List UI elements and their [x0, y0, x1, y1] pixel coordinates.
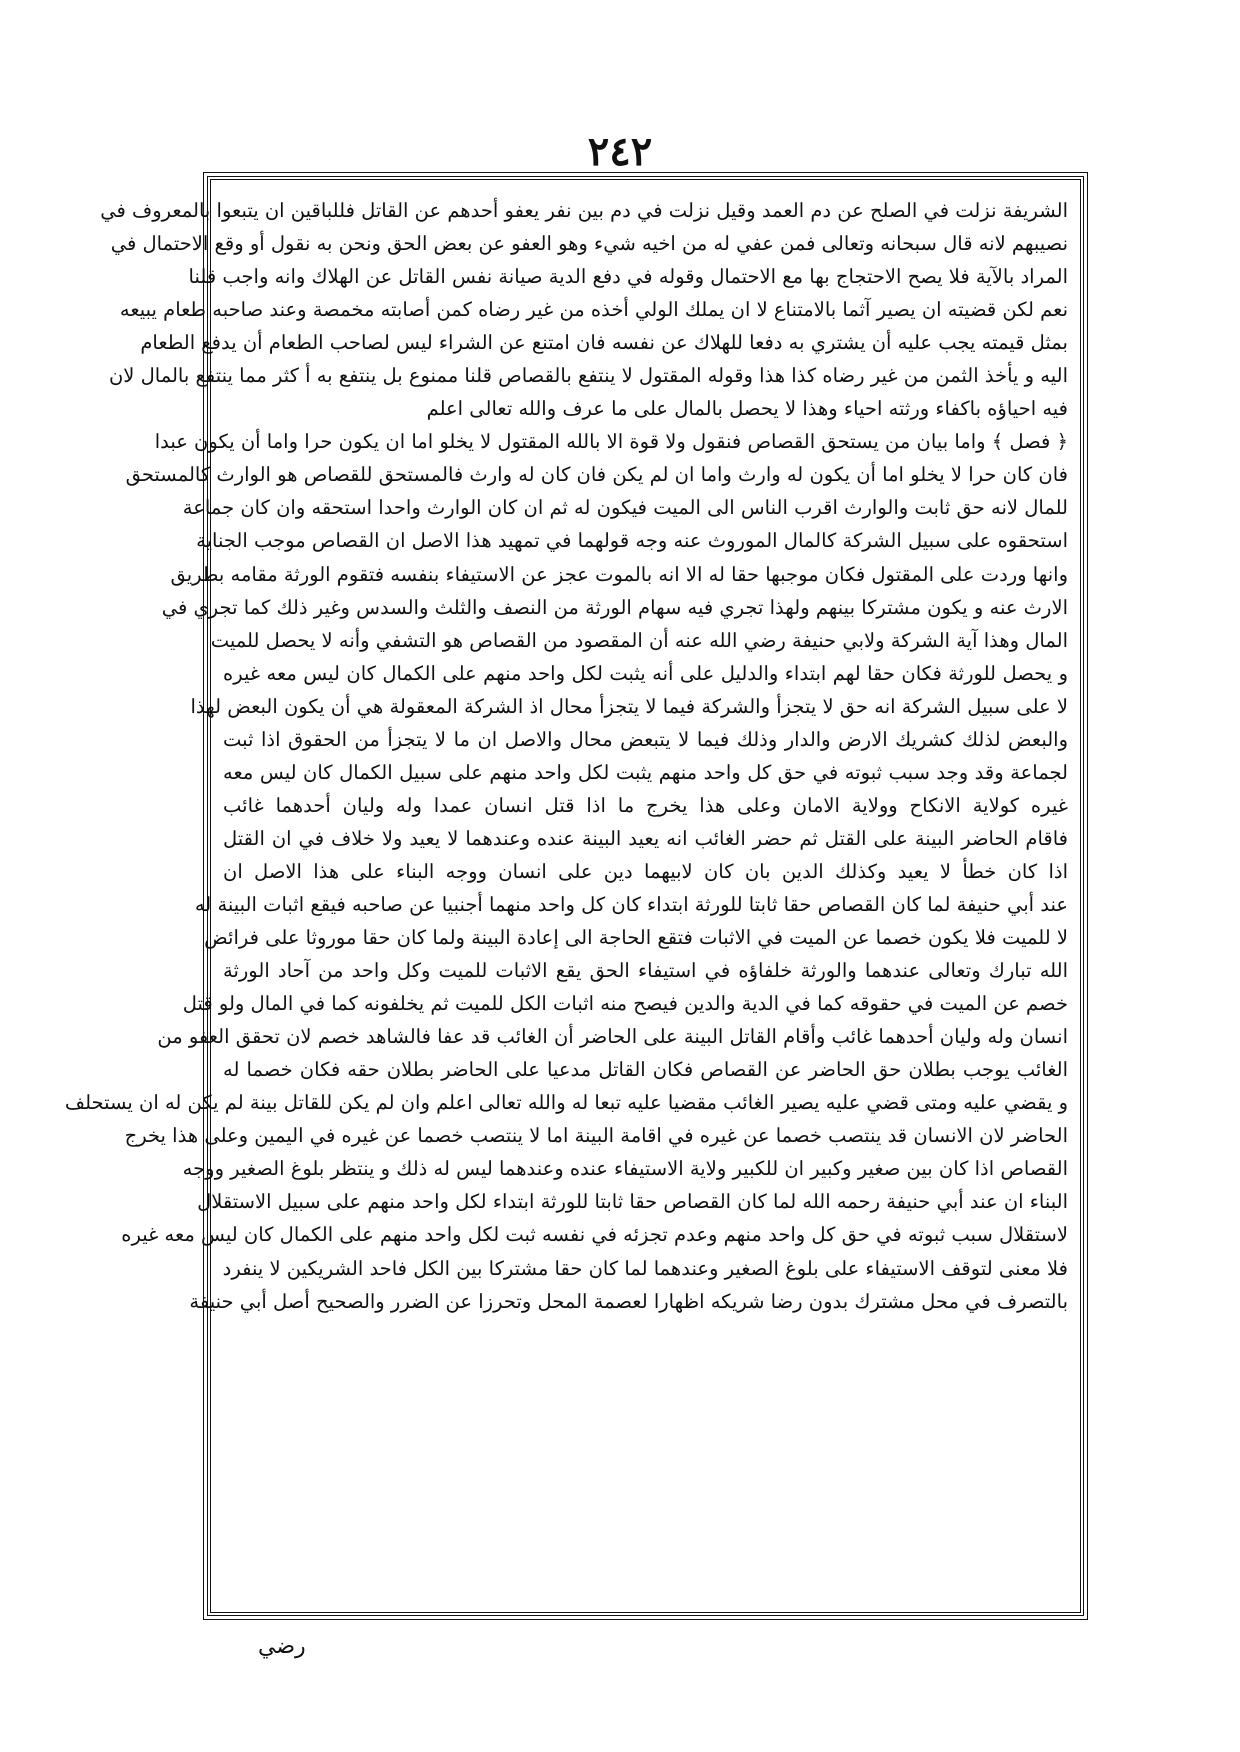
text-line: للمال لانه حق ثابت والوارث اقرب الناس الى الميت فيكون له ثم ان كان الوارث واحدا استحقه وان كان جماعة	[182, 496, 1068, 520]
text-line: الشريفة نزلت في الصلح عن دم العمد وقيل نزلت في دم بين نفر يعفو أحدهم عن القاتل فللباقين ان يتبعوا بالمعروف في	[100, 199, 1068, 222]
text-line: فلا معنى لتوقف الاستيفاء على بلوغ الصغير وعندهما لما كان حقا مشتركا بين الكل فاحد الشريكين لا ينفرد	[222, 1256, 1068, 1280]
text-line: و يحصل للورثة فكان حقا لهم ابتداء والدليل على أنه يثبت لكل واحد منهم على الكمال كان ليس معه غيره	[223, 661, 1068, 685]
text-line: لجماعة وقد وجد سبب ثبوته في حق كل واحد منهم يثبت لكل واحد منهم على سبيل الكمال كان ليس معه	[223, 760, 1068, 784]
text-line: نصيبهم لانه قال سبحانه وتعالى فمن عفي له من اخيه شيء وهو العفو عن بعض الحق ونحن به نقول أو وقع الاحتمال في	[110, 232, 1068, 256]
text-line: وانها وردت على المقتول فكان موجبها حقا له الا انه بالموت عجز عن الاستيفاء بنفسه فتقوم الورثة مقامه بطريق	[170, 562, 1068, 586]
text-line: الله تبارك وتعالى عندهما والورثة خلفاؤه في استيفاء الحق يقع الاثبات للميت وكل واحد من آحاد الورثة	[223, 959, 1068, 983]
page-number: ٢٤٢	[587, 128, 653, 175]
text-line: فاقام الحاضر البينة على القتل ثم حضر الغائب انه يعيد البينة عنده وعندهما لا يعيد ولا خلاف في ان القتل	[223, 826, 1068, 850]
text-line: البناء ان عند أبي حنيفة رحمه الله لما كان القصاص حقا ثابتا للورثة ابتداء لكل واحد منهم على سبيل الاستقلال	[197, 1190, 1068, 1214]
text-line: اذا كان خطأ لا يعيد وكذلك الدين بان كان لابيهما دين على انسان ووجه البناء على هذا الاصل ان	[223, 859, 1068, 883]
text-line: بمثل قيمته يجب عليه أن يشتري به دفعا للهلاك عن نفسه فان امتنع عن الشراء ليس لصاحب الطعام أن يدفع الطعام	[140, 331, 1068, 355]
text-line: والبعض لذلك كشريك الارض والدار وذلك فيما لا يتبعض محال والاصل ان ما لا يتجزأ من الحقوق اذا ثبت	[223, 727, 1068, 751]
text-line: الارث عنه و يكون مشتركا بينهم ولهذا تجري فيه سهام الورثة من النصف والثلث والسدس وغير ذلك كما تجري في	[161, 595, 1068, 619]
text-line: نعم لكن قضيته ان يصير آثما بالامتناع لا ان يملك الولي أخذه من غير رضاه كمن أصابته مخمصة وعند صاحبه طعام يبيعه	[119, 298, 1068, 322]
text-line: لاستقلال سبب ثبوته في حق كل واحد منهم وعدم تجزئه في نفسه ثبت لكل واحد منهم على الكمال كان ليس معه غيره	[121, 1223, 1068, 1247]
text-line: استحقوه على سبيل الشركة كالمال الموروث عنه وجه قولهما في تمهيد هذا الاصل ان القصاص موجب الجناية	[196, 529, 1068, 553]
text-line: عند أبي حنيفة لما كان القصاص حقا ثابتا للورثة ابتداء كان كل واحد منهما أجنبيا عن صاحبه فيقع اثبات البينة له	[194, 892, 1068, 916]
text-line: المراد بالآية فلا يصح الاحتجاج بها مع الاحتمال وقوله في دفع الدية صيانة نفس القاتل عن الهلاك وانه واجب قلنا	[188, 265, 1068, 289]
text-line: لا على سبيل الشركة انه حق لا يتجزأ والشركة فيما لا يتجزأ محال اذ الشركة المعقولة هي أن يكون البعض لهذا	[190, 694, 1068, 718]
text-frame	[64, 176, 1084, 1616]
text-line: لا للميت فلا يكون خصما عن الميت في الاثبات فتقع الحاجة الى إعادة البينة ولما كان حقا موروثا على فرائض	[204, 926, 1068, 950]
text-line: بالتصرف في محل مشترك بدون رضا شريكه اظهارا لعصمة المحل وتحرزا عن الضرر والصحيح أصل أبي حنيفة	[189, 1289, 1068, 1313]
text-line: اليه و يأخذ الثمن من غير رضاه كذا هذا وقوله المقتول لا ينتفع بالقصاص قلنا ممنوع بل ينتفع به أ كثر مما ينتفع بالمال لان	[108, 364, 1068, 388]
text-line: انسان وله وليان أحدهما غائب وأقام القاتل البينة على الحاضر أن الغائب قد عفا فالشاهد خصم لان تحقق العفو من	[157, 1025, 1068, 1049]
text-line: غيره كولاية الانكاح وولاية الامان وعلى هذا يخرج ما اذا قتل انسان عمدا وله وليان أحدهما غائب	[223, 793, 1068, 817]
text-line: فيه احياؤه باكفاء ورثته احياء وهذا لا يحصل بالمال على ما عرف والله تعالى اعلم	[426, 397, 1068, 421]
text-line: فان كان حرا لا يخلو اما أن يكون له وارث واما ان لم يكن فان كان له وارث فالمستحق للقصاص هو الوارث كالمستحق	[125, 463, 1068, 487]
text-line: ﴿ فصل ﴾ واما بيان من يستحق القصاص فنقول ولا قوة الا بالله المقتول لا يخلو اما ان يكون حرا واما أن يكون عبدا	[154, 430, 1068, 454]
text-line: القصاص اذا كان بين صغير وكبير ان للكبير ولاية الاستيفاء عنده وعندهما ليس له ذلك و ينتظر بلوغ الصغير ووجه	[182, 1157, 1068, 1181]
text-line: الغائب يوجب بطلان حق الحاضر عن القصاص فكان القاتل مدعيا على الحاضر بطلان حقه فكان خصما له	[223, 1058, 1068, 1082]
catchword: رضي	[258, 1634, 306, 1659]
text-line: و يقضي عليه ومتى قضي عليه يصير الغائب مقضيا عليه تبعا له والله تعالى اعلم وان لم يكن للقاتل بينة لم يكن له ان يستحلف	[64, 1091, 1068, 1115]
text-body	[64, 194, 1068, 1602]
text-line: الحاضر لان الانسان قد ينتصب خصما عن غيره في اقامة البينة اما لا ينتصب خصما عن غيره في اليمين وعلى هذا يخرج	[124, 1124, 1068, 1148]
text-line: المال وهذا آية الشركة ولابي حنيفة رضي الله عنه أن المقصود من القصاص هو التشفي وأنه لا يحصل للميت	[210, 628, 1068, 652]
text-line: خصم عن الميت في حقوقه كما في الدية والدين فيصح منه اثبات الكل للميت ثم يخلفونه كما في المال ولو قتل	[182, 992, 1068, 1016]
